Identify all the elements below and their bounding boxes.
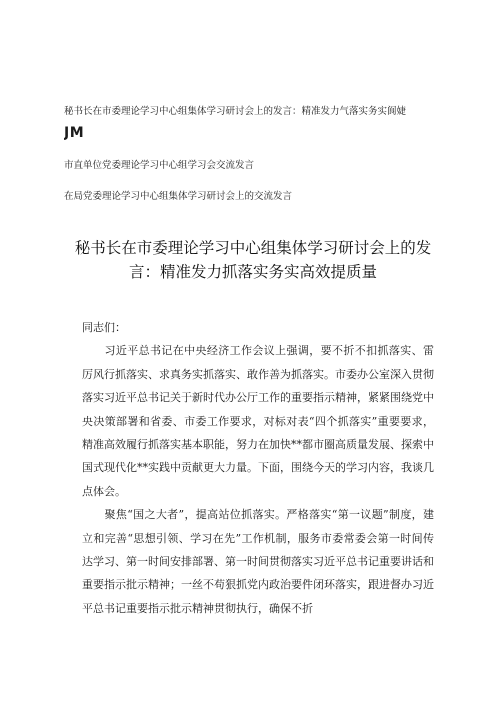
toc-entry-1: 秘书长在市委理论学习中心组集体学习研讨会上的发言：精准发力气落实务实阆婕 [64,106,407,117]
salutation: 同志们： [82,321,126,334]
toc-entry-3: 市直单位党委理论学习中心组学习会交流发言 [64,160,255,171]
toc-entry-2: JM [64,125,85,141]
body-paragraph-2: 聚焦“国之大者”，提高站位抓落实。严格落实“第一议题”制度，建立和完善“思想引领、学习在先”工作机制，服务市委常委会第一时间传达学习、第一时间安排部署、第一时间贯彻落实习近平总书记重要讲话和重要指示批示精神；一丝不苟狠抓党内政治要件闭环落实，跟进督办习近平总书记重要指示批示精神贯彻执行，确保不折 [82,508,434,615]
body-paragraph-1: 习近平总书记在中央经济工作会议上强调，要不折不扣抓落实、雷厉风行抓落实、求真务实抓落实、敢作善为抓落实。市委办公室深入贯彻落实习近平总书记关于新时代办公厅工作的重要指示精神，紧紧围绕党中央决策部署和省委、市委工作要求，对标对表“四个抓落实”重要要求，精准高效履行抓落实基本职能，努力在加快**都市圈高质量发展、探索中国式现代化**实践中贡献更大力量。下面，围绕今天的学习内容，我谈几点体会。 [82,344,434,498]
document-title: 秘书长在市委理论学习中心组集体学习研讨会上的发言：精准发力抓落实务实高效提质量 [74,239,432,281]
toc-entry-4: 在局党委理论学习中心组集体学习研讨会上的交流发言 [64,191,293,202]
document-body [82,316,434,620]
